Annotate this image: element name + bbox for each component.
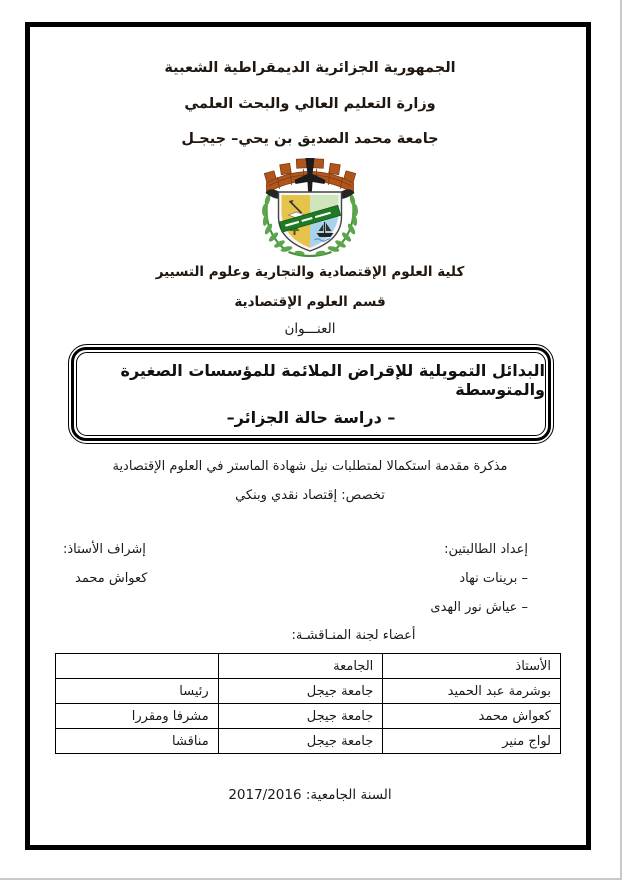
committee-heading: أعضاء لجنة المنـاقشـة:: [291, 628, 416, 643]
thesis-title-box: [68, 344, 554, 444]
committee-professor: بوشرمة عبد الحميد: [383, 679, 561, 704]
title-label: العنـــوان: [284, 321, 336, 337]
thesis-title-line1: البدائل التمويلية للإقراض الملائمة للمؤسسات الصغيرة والمتوسطة: [120, 361, 545, 400]
students-label: إعداد الطالبتين:: [444, 542, 528, 557]
committee-role: رئيسا: [56, 679, 219, 704]
ministry-name: وزارة التعليم العالي والبحث العلمي: [184, 96, 436, 112]
committee-row: [56, 679, 561, 704]
republic-name: الجمهورية الجزائرية الديمقراطية الشعبية: [164, 60, 456, 76]
committee-role: مناقشا: [56, 729, 219, 754]
committee-header-role: [56, 654, 219, 679]
committee-professor: لواج منير: [383, 729, 561, 754]
committee-university: جامعة جيجل: [218, 679, 383, 704]
student-name-2: – عياش نور الهدى: [430, 600, 528, 615]
committee-row: [56, 704, 561, 729]
thesis-title-line2: – دراسة حالة الجزائر–: [226, 407, 396, 427]
committee-header-university: الجامعة: [218, 654, 383, 679]
committee-header-professor: الأستاذ: [383, 654, 561, 679]
committee-table: [55, 653, 561, 754]
student-name-1: – برينات نهاد: [459, 571, 528, 586]
committee-professor: كعواش محمد: [383, 704, 561, 729]
department-name: قسم العلوم الإقتصادية: [234, 294, 386, 310]
university-crest-icon: [253, 153, 368, 257]
committee-row: [56, 729, 561, 754]
committee-role: مشرفا ومقررا: [56, 704, 219, 729]
supervisor-label: إشراف الأستاذ:: [63, 542, 146, 557]
supervisor-name: كعواش محمد: [75, 571, 148, 586]
committee-header-row: [56, 654, 561, 679]
committee-university: جامعة جيجل: [218, 729, 383, 754]
committee-university: جامعة جيجل: [218, 704, 383, 729]
university-crest-logo: [253, 153, 368, 257]
specialty-line: تخصص: إقتصاد نقدي وبنكي: [235, 488, 385, 503]
faculty-name: كلية العلوم الإقتصادية والتجارية وعلوم التسيير: [155, 264, 465, 280]
shield-icon: [279, 192, 342, 251]
university-name: جامعة محمد الصديق بن يحي– جيجـل: [181, 131, 439, 147]
academic-year: السنة الجامعية: 2017/2016: [228, 787, 392, 803]
thesis-note: مذكرة مقدمة استكمالا لمتطلبات نيل شهادة الماستر في العلوم الإقتصادية: [112, 459, 508, 474]
